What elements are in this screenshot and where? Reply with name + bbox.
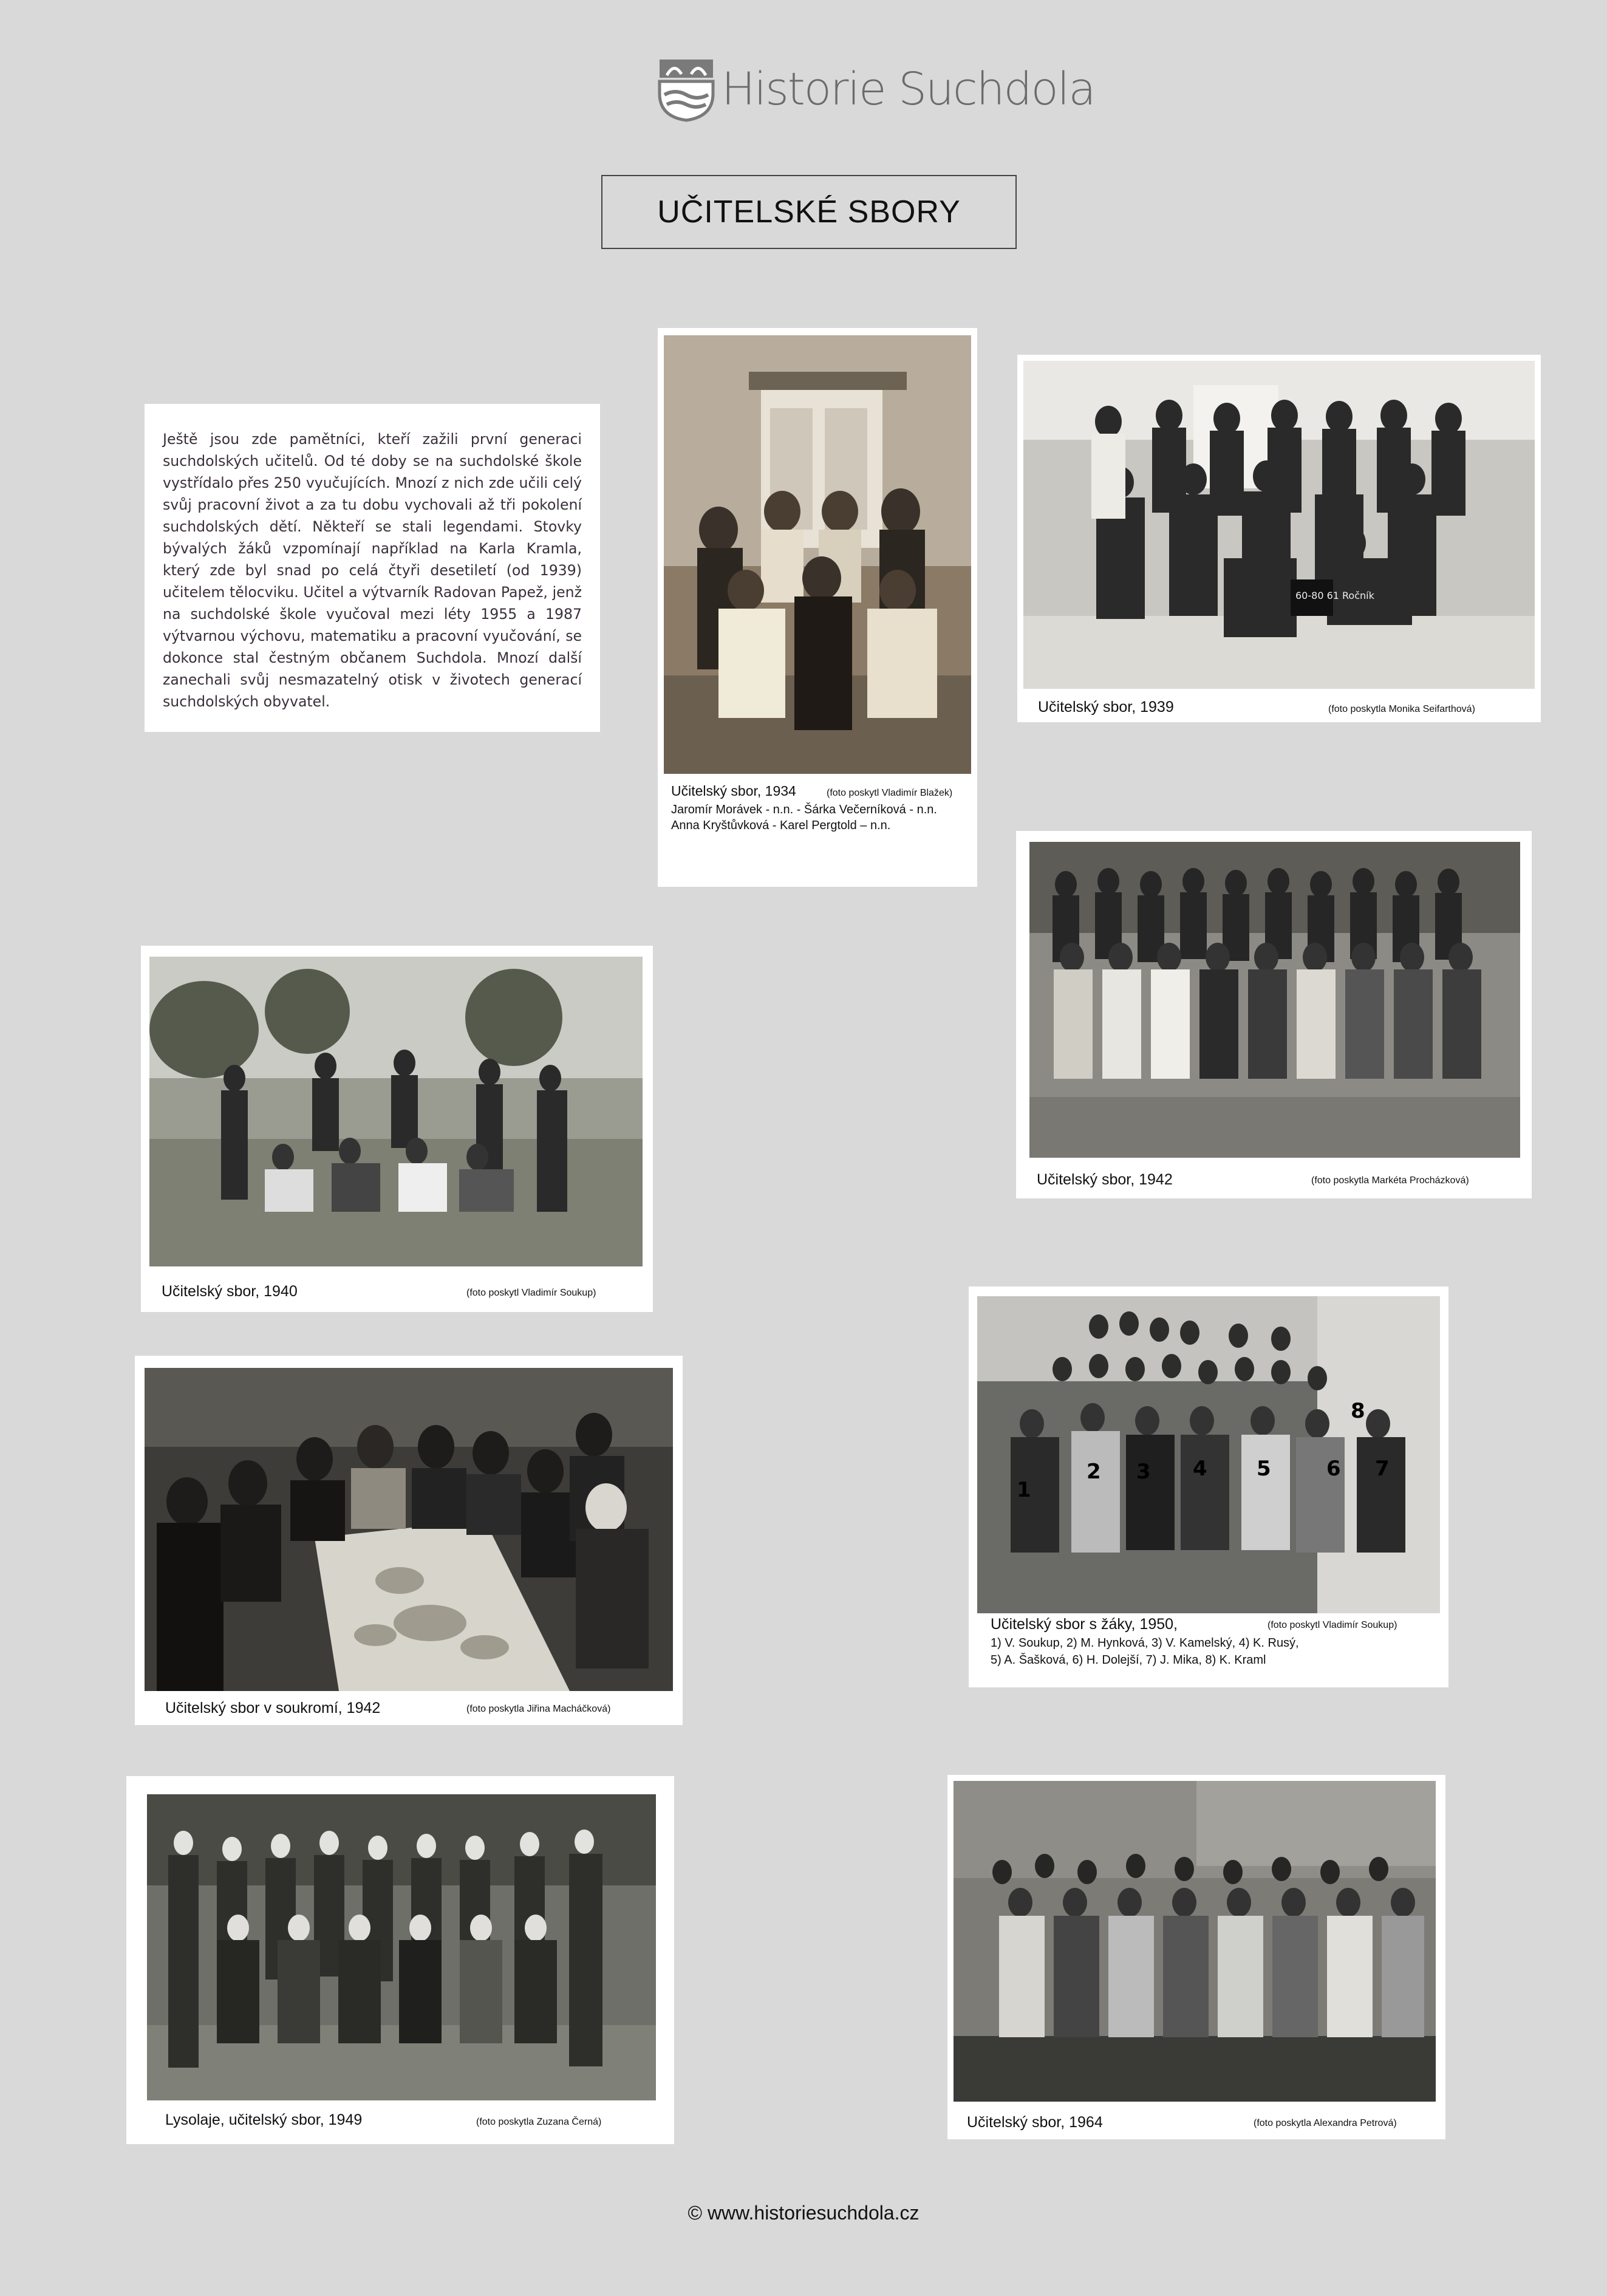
photo-card-1939 <box>1017 355 1541 722</box>
photo-card-1942 <box>1016 831 1532 1198</box>
photo-card-1950 <box>969 1286 1448 1687</box>
marker-2: 2 <box>1087 1460 1101 1484</box>
photo-1942 <box>1029 842 1520 1158</box>
credit-1939: (foto poskytla Monika Seifarthová) <box>1328 704 1475 714</box>
photo-1939 <box>1023 361 1535 689</box>
names-1934-line1: Jaromír Morávek - n.n. - Šárka Večerníková - n.n. <box>671 803 937 816</box>
logo-text: Historie Suchdola <box>722 63 1095 115</box>
names-1950-line1: 1) V. Soukup, 2) M. Hynková, 3) V. Kamelský, 4) K. Rusý, <box>991 1636 1299 1650</box>
site-logo[interactable] <box>656 56 1095 123</box>
credit-1942-private: (foto poskytla Jiřina Macháčková) <box>466 1704 611 1714</box>
intro-text-card <box>145 404 600 732</box>
footer <box>0 2202 1607 2224</box>
photo-1942-private <box>145 1368 673 1691</box>
credit-1942: (foto poskytla Markéta Procházková) <box>1311 1175 1469 1186</box>
caption-1940: Učitelský sbor, 1940 <box>162 1283 298 1300</box>
slate-sign-text: 60-80 61 Ročník <box>1295 590 1374 601</box>
credit-1949: (foto poskytla Zuzana Černá) <box>476 2117 602 2127</box>
credit-1950: (foto poskytl Vladimír Soukup) <box>1268 1620 1397 1630</box>
caption-1939: Učitelský sbor, 1939 <box>1038 699 1174 716</box>
credit-1934: (foto poskytl Vladimír Blažek) <box>827 788 953 798</box>
marker-5: 5 <box>1257 1457 1271 1481</box>
marker-6: 6 <box>1326 1457 1341 1481</box>
caption-1934: Učitelský sbor, 1934 <box>671 783 796 799</box>
footer-link[interactable]: © www.historiesuchdola.cz <box>687 2202 920 2224</box>
caption-1942: Učitelský sbor, 1942 <box>1037 1171 1173 1188</box>
names-1934-line2: Anna Kryštůvková - Karel Pergtold – n.n. <box>671 819 891 832</box>
marker-7: 7 <box>1375 1457 1390 1481</box>
photo-card-1934 <box>658 328 977 887</box>
caption-1949: Lysolaje, učitelský sbor, 1949 <box>165 2111 363 2128</box>
photo-1934 <box>664 335 971 774</box>
photo-1964 <box>954 1781 1436 2102</box>
page-title-box <box>601 175 1017 249</box>
caption-1950: Učitelský sbor s žáky, 1950, <box>991 1616 1178 1633</box>
marker-3: 3 <box>1136 1460 1151 1484</box>
photo-1949 <box>147 1794 656 2100</box>
photo-card-1940 <box>141 946 653 1312</box>
marker-4: 4 <box>1193 1457 1207 1481</box>
caption-1942-private: Učitelský sbor v soukromí, 1942 <box>165 1700 381 1717</box>
credit-1964: (foto poskytla Alexandra Petrová) <box>1254 2118 1397 2128</box>
photo-1950 <box>977 1296 1440 1613</box>
intro-text: Ještě jsou zde pamětníci, kteří zažili první generaci suchdolských učitelů. Od té doby se na suchdolské škole vystřídalo přes 250 vyučujících. Mnozí z nich zde učili celý svůj pracovní život a za tu dobu vychovali až tři pokolení suchdolských dětí. Někteří se stali legendami. Stovky bývalých žáků vzpomínají například na Karla Kramla, který zde byl snad po celá čtyři desetiletí (od 1939) učitelem tělocviku. Učitel a výtvarník Radovan Papež, jenž na suchdolské škole vyučoval mezi léty 1955 a 1987 výtvarnou výchovu, matematiku a pracovní vyučování, se dokonce stal čestným občanem Suchdola. Mnozí další zanechali svůj nesmazatelný otisk v životech generací suchdolských obyvatel. <box>163 431 582 710</box>
names-1950-line2: 5) A. Šašková, 6) H. Dolejší, 7) J. Mika, 8) K. Kraml <box>991 1653 1266 1667</box>
photo-card-1964 <box>947 1775 1445 2139</box>
marker-8: 8 <box>1351 1399 1365 1423</box>
suchdol-crest-icon <box>656 56 717 123</box>
credit-1940: (foto poskytl Vladimír Soukup) <box>466 1288 596 1298</box>
page-title: UČITELSKÉ SBORY <box>657 194 961 230</box>
caption-1964: Učitelský sbor, 1964 <box>967 2114 1103 2131</box>
photo-card-1949 <box>126 1776 674 2144</box>
photo-card-1942-private <box>135 1356 683 1725</box>
photo-1940 <box>149 957 643 1266</box>
marker-1: 1 <box>1017 1478 1031 1502</box>
